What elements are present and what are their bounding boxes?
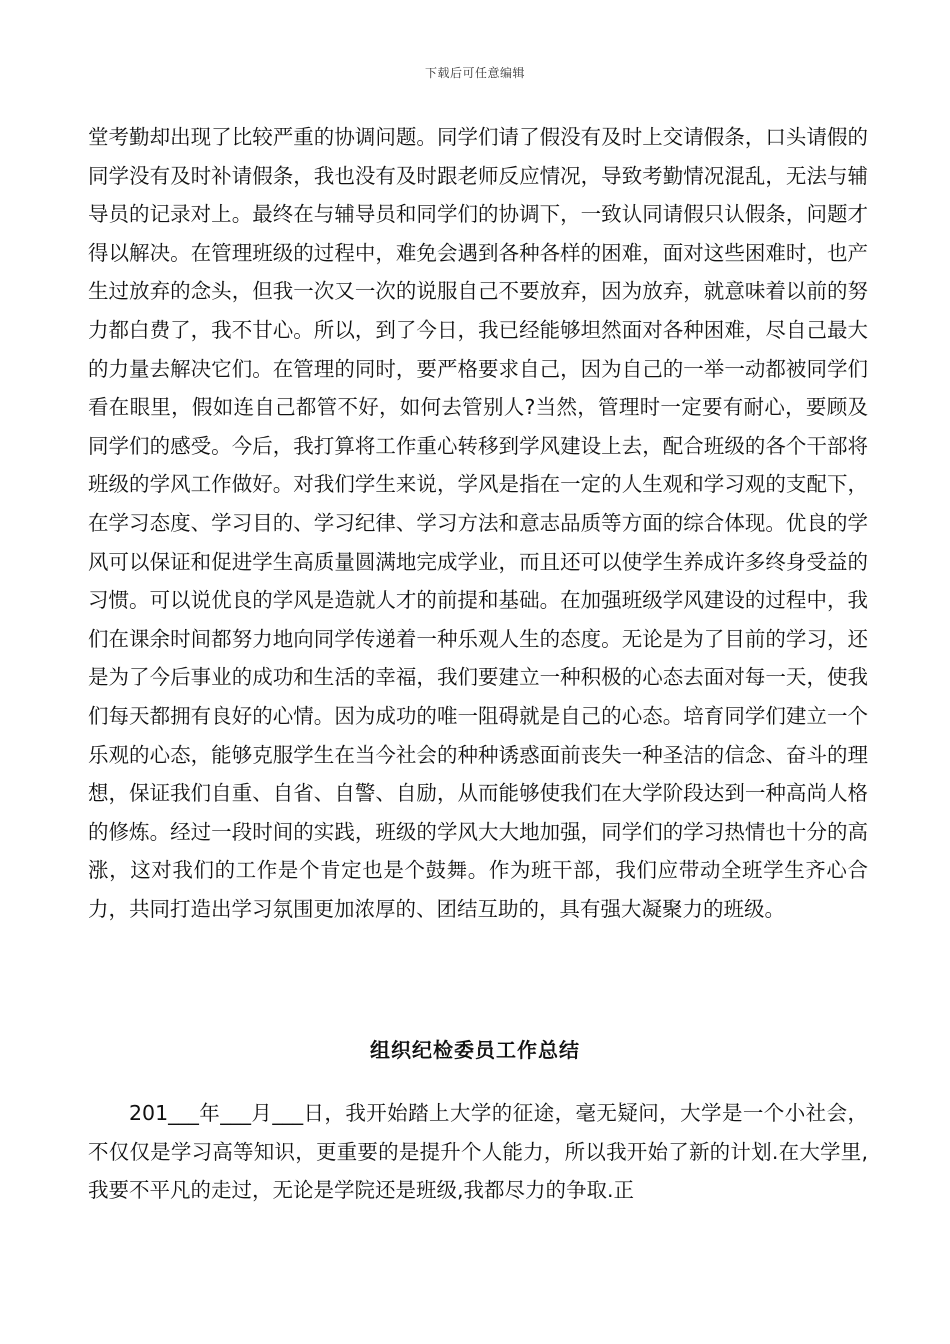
intro-paragraph: 201___年___月___日，我开始踏上大学的征途，毫无疑问，大学是一个小社会，不仅仅是学习高等知识，更重要的是提升个人能力，所以我开始了新的计划.在大学里,我要不平凡的走过，无论是学院还是班级,我都尽力的争取.正 xyxy=(88,1101,868,1203)
page-header-note: 下载后可任意编辑 xyxy=(424,66,525,80)
section-title: 组织纪检委员工作总结 xyxy=(370,1038,580,1062)
continuation-paragraph: 堂考勤却出现了比较严重的协调问题。同学们请了假没有及时上交请假条，口头请假的同学没有及时补请假条，我也没有及时跟老师反应情况，导致考勤情况混乱，无法与辅导员的记录对上。最终在与辅导员和同学们的协调下，一致认同请假只认假条，问题才得以解决。在管理班级的过程中，难免会遇到各种各样的困难，面对这些困难时，也产生过放弃的念头，但我一次又一次的说服自己不要放弃，因为放弃，就意味着以前的努力都白费了，我不甘心。所以，到了今日，我已经能够坦然面对各种困难，尽自己最大的力量去解决它们。在管理的同时，要严格要求自己，因为自己的一举一动都被同学们看在眼里，假如连自己都管不好，如何去管别人?当然，管理时一定要有耐心，要顾及同学们的感受。今后，我打算将工作重心转移到学风建设上去，配合班级的各个干部将班级的学风工作做好。对我们学生来说，学风是指在一定的人生观和学习观的支配下，在学习态度、学习目的、学习纪律、学习方法和意志品质等方面的综合体现。优良的学风可以保证和促进学生高质量圆满地完成学业，而且还可以使学生养成许多终身受益的习惯。可以说优良的学风是造就人才的前提和基础。在加强班级学风建设的过程中，我们在课余时间都努力地向同学传递着一种乐观人生的态度。无论是为了目前的学习，还是为了今后事业的成功和生活的幸福，我们要建立一种积极的心态去面对每一天，使我们每天都拥有良好的心情。因为成功的唯一阻碍就是自己的心态。培育同学们建立一个乐观的心态，能够克服学生在当今社会的种种诱惑面前丧失一种圣洁的信念、奋斗的理想，保证我们自重、自省、自警、自励，从而能够使我们在大学阶段达到一种高尚人格的修炼。经过一段时间的实践，班级的学风大大地加强，同学们的学习热情也十分的高涨，这对我们的工作是个肯定也是个鼓舞。作为班干部，我们应带动全班学生齐心合力，共同打造出学习氛围更加浓厚的、团结互助的，具有强大凝聚力的班级。 xyxy=(88,125,868,921)
